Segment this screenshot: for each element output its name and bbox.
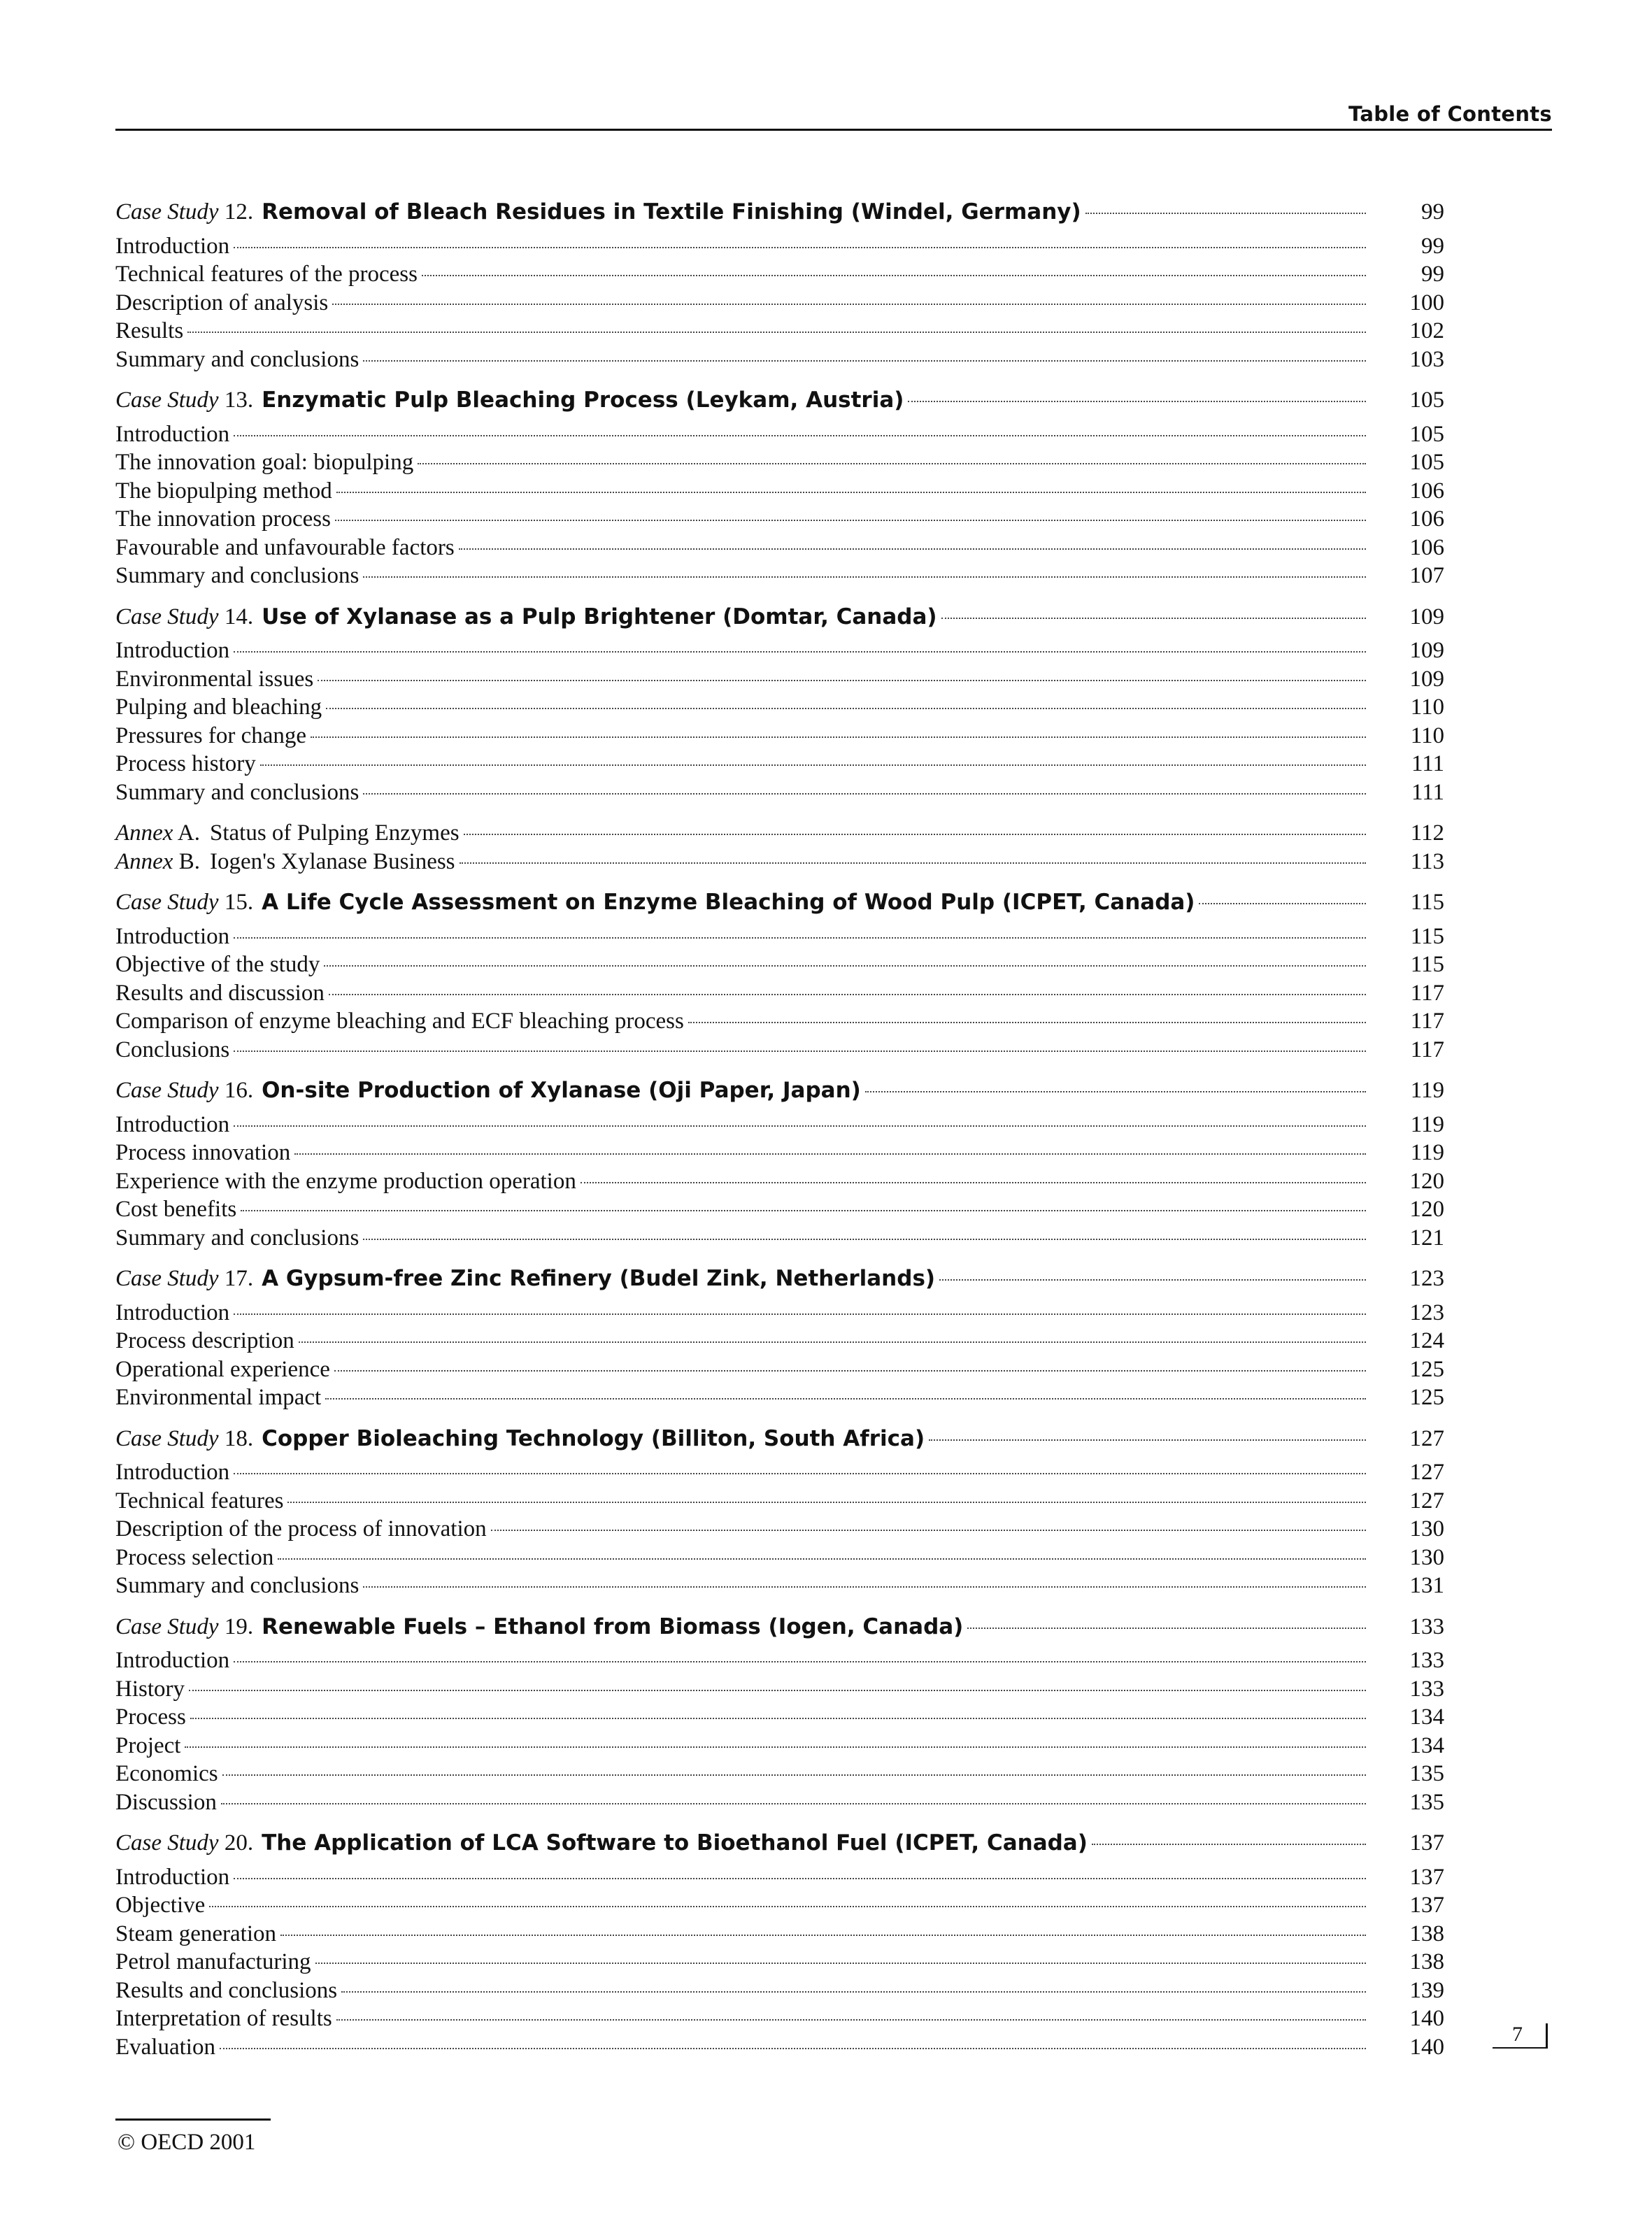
entry-number: 19. — [224, 1614, 254, 1639]
dot-leader — [326, 708, 1366, 709]
dot-leader — [941, 618, 1366, 619]
dot-leader — [260, 764, 1366, 766]
toc-item[interactable] — [115, 477, 1444, 506]
entry-kind: Case Study — [115, 1830, 219, 1856]
dot-leader — [329, 994, 1366, 995]
entry-label — [115, 386, 904, 414]
page-ref: 103 — [1409, 346, 1444, 372]
page-ref: 134 — [1409, 1704, 1444, 1730]
entry-kind: Case Study — [115, 387, 219, 413]
item-label: Process — [115, 1704, 186, 1730]
item-label: Conclusions — [115, 1037, 230, 1062]
page-ref: 138 — [1409, 1921, 1444, 1946]
entry-title: Renewable Fuels – Ethanol from Biomass (Iogen, Canada) — [262, 1614, 964, 1639]
toc-item[interactable] — [115, 1732, 1444, 1760]
case-study-section — [115, 888, 1444, 1064]
item-label: Summary and conclusions — [115, 563, 359, 588]
item-label: History — [115, 1676, 185, 1702]
dot-leader — [363, 793, 1366, 795]
page-ref: 137 — [1409, 1830, 1444, 1856]
toc-item[interactable] — [115, 346, 1444, 374]
toc-item[interactable] — [115, 505, 1444, 534]
toc-item[interactable] — [115, 1167, 1444, 1196]
page-ref: 121 — [1409, 1225, 1444, 1251]
copyright-notice: © OECD 2001 — [118, 2130, 256, 2155]
page-ref: 99 — [1421, 199, 1444, 225]
item-label: Discussion — [115, 1789, 217, 1815]
dot-leader — [460, 862, 1366, 864]
item-label: Experience with the enzyme production operation — [115, 1168, 576, 1194]
toc-item[interactable] — [115, 1863, 1444, 1892]
page-ref: 119 — [1410, 1140, 1444, 1165]
item-label: Environmental impact — [115, 1385, 322, 1410]
dot-leader — [459, 548, 1366, 550]
toc-item[interactable] — [115, 979, 1444, 1008]
case-study-section — [115, 386, 1444, 590]
item-label: The innovation process — [115, 506, 331, 532]
page-ref: 115 — [1410, 923, 1444, 949]
toc-item[interactable] — [115, 1760, 1444, 1788]
page-ref: 127 — [1409, 1488, 1444, 1514]
entry-number: 16. — [224, 1078, 254, 1103]
entry-kind: Case Study — [115, 604, 219, 629]
page-ref: 106 — [1409, 534, 1444, 560]
item-label: Results and discussion — [115, 980, 325, 1006]
dot-leader — [865, 1091, 1366, 1092]
dot-leader — [234, 247, 1366, 248]
item-label: Introduction — [115, 1648, 230, 1673]
item-label: Steam generation — [115, 1921, 277, 1946]
toc-item[interactable] — [115, 1487, 1444, 1516]
toc-item[interactable] — [115, 750, 1444, 778]
page-ref: 117 — [1410, 1037, 1444, 1062]
entry-title: Status of Pulping Enzymes — [209, 820, 460, 846]
dot-leader — [581, 1182, 1366, 1183]
dot-leader — [234, 651, 1366, 653]
dot-leader — [908, 401, 1366, 402]
page-ref: 117 — [1410, 980, 1444, 1006]
item-label: Environmental issues — [115, 666, 314, 692]
entry-kind: Case Study — [115, 199, 219, 225]
toc-item[interactable] — [115, 232, 1444, 261]
page-ref: 120 — [1409, 1197, 1444, 1222]
page-ref: 119 — [1410, 1078, 1444, 1103]
dot-leader — [234, 1473, 1366, 1474]
entry-label — [115, 198, 1081, 226]
dot-leader — [221, 1803, 1366, 1804]
toc-item[interactable] — [115, 1572, 1444, 1600]
toc-item[interactable] — [115, 317, 1444, 346]
dot-leader — [491, 1530, 1366, 1531]
item-label: Summary and conclusions — [115, 346, 359, 372]
page-ref: 133 — [1409, 1614, 1444, 1639]
case-study-heading[interactable] — [115, 1613, 1444, 1642]
dot-leader — [234, 1878, 1366, 1879]
dot-leader — [278, 1558, 1366, 1560]
entry-number: 14. — [224, 604, 254, 629]
entry-title: Copper Bioleaching Technology (Billiton, South Africa) — [262, 1425, 925, 1451]
toc-item[interactable] — [115, 2004, 1444, 2033]
footer-rule — [115, 2118, 271, 2121]
page-ref: 130 — [1409, 1516, 1444, 1541]
page-ref: 115 — [1410, 890, 1444, 915]
dot-leader — [336, 2019, 1366, 2021]
annex-entry[interactable] — [115, 848, 1444, 876]
entry-kind: Case Study — [115, 890, 219, 915]
dot-leader — [334, 1370, 1366, 1372]
page-ref: 106 — [1409, 478, 1444, 504]
toc-item[interactable] — [115, 1458, 1444, 1487]
item-label: Process innovation — [115, 1140, 291, 1165]
page-ref: 106 — [1409, 506, 1444, 532]
dot-leader — [220, 2048, 1366, 2049]
entry-title: Enzymatic Pulp Bleaching Process (Leykam, Austria) — [262, 387, 904, 413]
toc-item[interactable] — [115, 1920, 1444, 1949]
toc-item[interactable] — [115, 1299, 1444, 1327]
entry-label — [115, 1076, 861, 1104]
page-ref: 127 — [1409, 1460, 1444, 1485]
case-study-heading[interactable] — [115, 386, 1444, 415]
dot-leader — [1092, 1844, 1366, 1845]
toc-item[interactable] — [115, 534, 1444, 562]
header-rule — [115, 129, 1552, 131]
page-ref: 117 — [1410, 1009, 1444, 1034]
entry-kind: Case Study — [115, 1078, 219, 1103]
toc-item[interactable] — [115, 1327, 1444, 1355]
dot-leader — [234, 1051, 1366, 1052]
item-label: Objective of the study — [115, 952, 320, 977]
entry-number: 20. — [224, 1830, 254, 1856]
dot-leader — [190, 1718, 1366, 1719]
case-study-heading[interactable] — [115, 1829, 1444, 1858]
dot-leader — [241, 1210, 1366, 1211]
dot-leader — [234, 435, 1366, 436]
case-study-heading[interactable] — [115, 1076, 1444, 1105]
case-study-heading[interactable] — [115, 1265, 1444, 1293]
dot-leader — [464, 834, 1366, 835]
item-label: Introduction — [115, 638, 230, 663]
toc-item[interactable] — [115, 722, 1444, 750]
entry-number: A. — [177, 820, 200, 846]
page-ref: 140 — [1409, 2006, 1444, 2031]
item-label: Results and conclusions — [115, 1977, 338, 2003]
page-ref: 113 — [1410, 848, 1444, 874]
case-study-section — [115, 1829, 1444, 2061]
toc-item[interactable] — [115, 289, 1444, 318]
page-ref: 137 — [1409, 1893, 1444, 1918]
item-label: Technical features of the process — [115, 262, 418, 287]
entry-label — [115, 848, 455, 876]
toc-item[interactable] — [115, 1007, 1444, 1036]
toc-item[interactable] — [115, 1355, 1444, 1384]
item-label: Summary and conclusions — [115, 1573, 359, 1598]
page-ref: 133 — [1409, 1676, 1444, 1702]
page-ref: 123 — [1409, 1299, 1444, 1325]
dot-leader — [280, 1935, 1366, 1936]
dot-leader — [332, 304, 1366, 305]
item-label: Introduction — [115, 1111, 230, 1137]
dot-leader — [318, 680, 1366, 681]
toc-item[interactable] — [115, 1891, 1444, 1920]
toc-item[interactable] — [115, 636, 1444, 665]
dot-leader — [1199, 903, 1366, 904]
toc-item[interactable] — [115, 1788, 1444, 1817]
item-label: Results — [115, 318, 184, 343]
toc-item[interactable] — [115, 1111, 1444, 1139]
case-study-section — [115, 1613, 1444, 1817]
item-label: Introduction — [115, 1460, 230, 1485]
dot-leader — [336, 492, 1366, 493]
page-ref: 110 — [1410, 722, 1444, 748]
entry-number: 13. — [224, 387, 254, 413]
entry-number: B. — [178, 848, 200, 874]
page-ref: 133 — [1409, 1648, 1444, 1673]
entry-title: On-site Production of Xylanase (Oji Paper, Japan) — [262, 1078, 861, 1103]
annex-group — [115, 819, 1444, 876]
running-header-title: Table of Contents — [1348, 102, 1552, 126]
item-label: Comparison of enzyme bleaching and ECF bleaching process — [115, 1009, 684, 1034]
toc-item[interactable] — [115, 2033, 1444, 2062]
entry-number: 18. — [224, 1425, 254, 1451]
dot-leader — [363, 1586, 1366, 1588]
page-ref: 102 — [1409, 318, 1444, 343]
item-label: Summary and conclusions — [115, 779, 359, 805]
page-ref: 125 — [1409, 1356, 1444, 1382]
dot-leader — [688, 1022, 1366, 1023]
entry-kind: Annex — [115, 848, 173, 874]
dot-leader — [363, 360, 1366, 362]
dot-leader — [189, 1690, 1366, 1691]
item-label: Evaluation — [115, 2034, 215, 2060]
item-label: Description of analysis — [115, 290, 329, 315]
entry-title: The Application of LCA Software to Bioethanol Fuel (ICPET, Canada) — [262, 1830, 1088, 1856]
item-label: Operational experience — [115, 1356, 330, 1382]
entry-label — [115, 1829, 1088, 1857]
dot-leader — [324, 965, 1366, 967]
dot-leader — [234, 1125, 1366, 1127]
case-study-heading[interactable] — [115, 603, 1444, 632]
dot-leader — [185, 1746, 1366, 1748]
case-study-section — [115, 198, 1444, 373]
page-ref: 119 — [1410, 1111, 1444, 1137]
item-label: Process description — [115, 1328, 294, 1353]
toc-item[interactable] — [115, 1703, 1444, 1732]
item-label: Introduction — [115, 421, 230, 447]
page-ref: 123 — [1409, 1266, 1444, 1291]
item-label: Interpretation of results — [115, 2006, 332, 2031]
dot-leader — [363, 576, 1366, 578]
dot-leader — [187, 332, 1366, 333]
toc-item[interactable] — [115, 420, 1444, 449]
item-label: Introduction — [115, 923, 230, 949]
dot-leader — [234, 1661, 1366, 1662]
case-study-section — [115, 1425, 1444, 1600]
case-study-heading[interactable] — [115, 198, 1444, 227]
entry-title: Removal of Bleach Residues in Textile Finishing (Windel, Germany) — [262, 199, 1081, 225]
item-label: Summary and conclusions — [115, 1225, 359, 1251]
page-ref: 105 — [1409, 421, 1444, 447]
dot-leader — [209, 1906, 1366, 1907]
page-ref: 112 — [1410, 820, 1444, 846]
toc-item[interactable] — [115, 260, 1444, 289]
case-study-section — [115, 1265, 1444, 1412]
item-label: Project — [115, 1732, 181, 1758]
dot-leader — [234, 937, 1366, 939]
table-of-contents — [115, 198, 1444, 2074]
toc-item[interactable] — [115, 1139, 1444, 1167]
dot-leader — [325, 1398, 1366, 1400]
item-label: Favourable and unfavourable factors — [115, 534, 455, 560]
page-ref: 109 — [1409, 666, 1444, 692]
page-ref: 100 — [1409, 290, 1444, 315]
item-label: Cost benefits — [115, 1197, 237, 1222]
toc-item[interactable] — [115, 1544, 1444, 1572]
dot-leader — [418, 463, 1366, 464]
entry-kind: Annex — [115, 820, 173, 846]
toc-item[interactable] — [115, 1646, 1444, 1675]
toc-item[interactable] — [115, 665, 1444, 694]
toc-item[interactable] — [115, 778, 1444, 807]
dot-leader — [234, 1313, 1366, 1315]
entry-title: A Life Cycle Assessment on Enzyme Bleaching of Wood Pulp (ICPET, Canada) — [262, 890, 1195, 915]
page-ref: 131 — [1409, 1573, 1444, 1598]
item-label: Description of the process of innovation — [115, 1516, 487, 1541]
dot-leader — [287, 1502, 1366, 1503]
toc-item[interactable] — [115, 1675, 1444, 1704]
entry-label — [115, 888, 1195, 916]
item-label: The innovation goal: biopulping — [115, 450, 414, 475]
item-label: Objective — [115, 1893, 206, 1918]
dot-leader — [311, 736, 1366, 738]
page-ref: 107 — [1409, 563, 1444, 588]
page-ref: 109 — [1409, 604, 1444, 629]
entry-label — [115, 1613, 963, 1641]
page-ref: 105 — [1409, 450, 1444, 475]
page-ref: 127 — [1409, 1425, 1444, 1451]
toc-item[interactable] — [115, 1515, 1444, 1544]
dot-leader — [422, 275, 1366, 276]
entry-number: 15. — [224, 890, 254, 915]
page-ref: 140 — [1409, 2034, 1444, 2060]
item-label: Petrol manufacturing — [115, 1949, 311, 1974]
entry-label — [115, 1265, 935, 1292]
page-ref: 120 — [1409, 1168, 1444, 1194]
toc-item[interactable] — [115, 1224, 1444, 1253]
toc-item[interactable] — [115, 448, 1444, 477]
entry-number: 17. — [224, 1266, 254, 1291]
toc-item[interactable] — [115, 923, 1444, 951]
item-label: Pressures for change — [115, 722, 307, 748]
item-label: Process selection — [115, 1544, 274, 1570]
page-ref: 99 — [1421, 262, 1444, 287]
page-ref: 111 — [1411, 751, 1444, 776]
page-ref: 138 — [1409, 1949, 1444, 1974]
page-ref: 124 — [1409, 1328, 1444, 1353]
annex-entry[interactable] — [115, 819, 1444, 848]
toc-item[interactable] — [115, 693, 1444, 722]
toc-item[interactable] — [115, 562, 1444, 590]
entry-kind: Case Study — [115, 1614, 219, 1639]
entry-kind: Case Study — [115, 1266, 219, 1291]
entry-label — [115, 819, 460, 847]
dot-leader — [315, 1963, 1366, 1964]
dot-leader — [929, 1439, 1366, 1441]
page-ref: 137 — [1409, 1864, 1444, 1890]
dot-leader — [363, 1239, 1366, 1240]
dot-leader — [294, 1153, 1366, 1155]
case-study-heading[interactable] — [115, 1425, 1444, 1453]
dot-leader — [222, 1774, 1366, 1776]
page-ref: 105 — [1409, 387, 1444, 413]
page-ref: 110 — [1410, 695, 1444, 720]
toc-item[interactable] — [115, 1948, 1444, 1977]
item-label: Economics — [115, 1761, 218, 1786]
dot-leader — [967, 1628, 1366, 1629]
entry-title: Use of Xylanase as a Pulp Brightener (Domtar, Canada) — [262, 604, 937, 629]
entry-title: A Gypsum-free Zinc Refinery (Budel Zink, Netherlands) — [262, 1266, 936, 1291]
entry-kind: Case Study — [115, 1425, 219, 1451]
entry-label — [115, 1425, 925, 1453]
item-label: Technical features — [115, 1488, 284, 1514]
case-study-heading[interactable] — [115, 888, 1444, 917]
entry-number: 12. — [224, 199, 254, 225]
page-ref: 130 — [1409, 1544, 1444, 1570]
toc-item[interactable] — [115, 950, 1444, 979]
toc-item[interactable] — [115, 1036, 1444, 1064]
item-label: Pulping and bleaching — [115, 695, 322, 720]
case-study-section — [115, 603, 1444, 807]
toc-item[interactable] — [115, 1383, 1444, 1412]
item-label: The biopulping method — [115, 478, 332, 504]
dot-leader — [335, 520, 1366, 521]
page-ref: 135 — [1409, 1789, 1444, 1815]
entry-label — [115, 603, 937, 631]
page-ref: 109 — [1409, 638, 1444, 663]
item-label: Introduction — [115, 1299, 230, 1325]
page-ref: 111 — [1411, 779, 1444, 805]
item-label: Introduction — [115, 233, 230, 259]
case-study-section — [115, 1076, 1444, 1252]
page-ref: 139 — [1409, 1977, 1444, 2003]
toc-item[interactable] — [115, 1977, 1444, 2005]
dot-leader — [341, 1991, 1366, 1993]
page-ref: 134 — [1409, 1732, 1444, 1758]
page-ref: 99 — [1421, 233, 1444, 259]
dot-leader — [1085, 213, 1366, 214]
page-ref: 115 — [1410, 952, 1444, 977]
dot-leader — [299, 1341, 1366, 1343]
page-ref: 135 — [1409, 1761, 1444, 1786]
item-label: Process history — [115, 751, 256, 776]
page-number: 7 — [1512, 2023, 1523, 2046]
entry-title: Iogen's Xylanase Business — [209, 848, 455, 874]
page-ref: 125 — [1409, 1385, 1444, 1410]
item-label: Introduction — [115, 1864, 230, 1890]
toc-item[interactable] — [115, 1195, 1444, 1224]
dot-leader — [939, 1279, 1366, 1281]
